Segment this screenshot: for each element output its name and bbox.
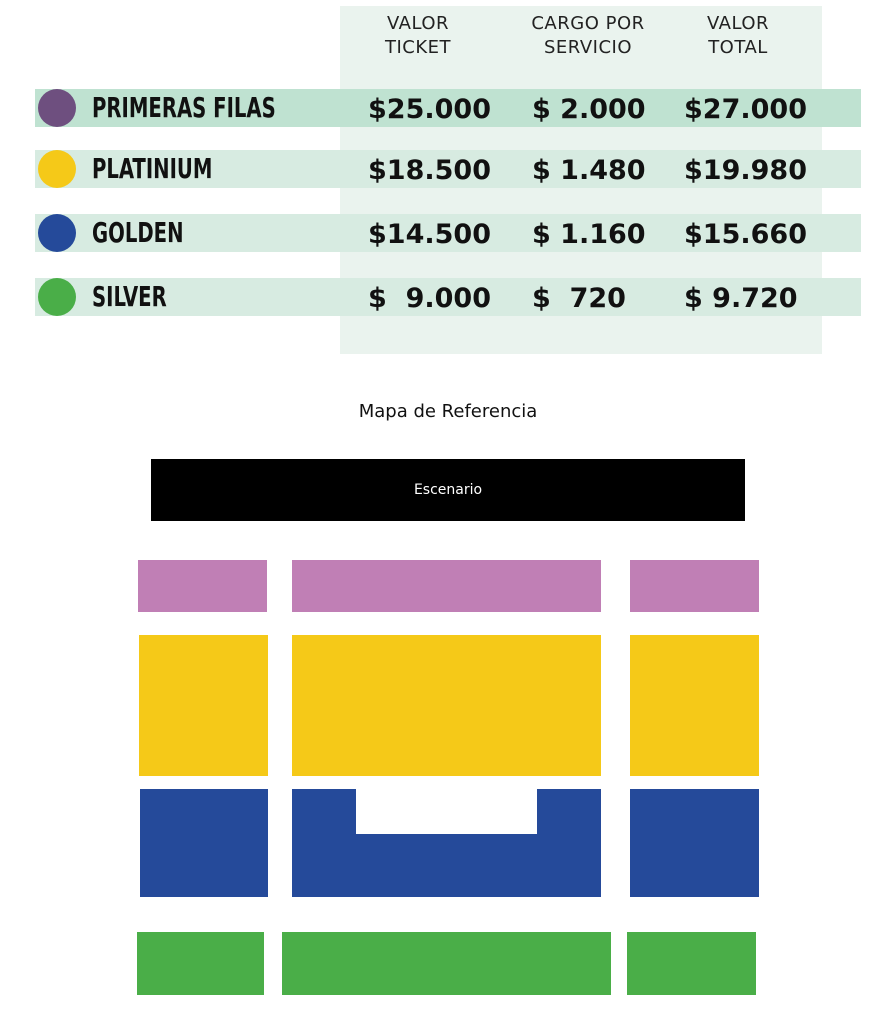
tier-color-dot [38,89,76,127]
service-charge: $ 2.000 [532,94,646,125]
service-charge: $ 1.160 [532,219,646,250]
stage-label: Escenario [413,482,483,498]
total-price: $19.980 [684,155,807,186]
total-price: $27.000 [684,94,807,125]
section-primeras-filas-left[interactable] [138,560,267,612]
service-charge: $ 1.480 [532,155,646,186]
column-header-valor-total: VALOR TOTAL [706,13,770,58]
tier-color-dot [38,150,76,188]
column-header-valor-ticket: VALOR TICKET [384,13,452,58]
total-price: $ 9.720 [684,283,798,314]
tier-name: PRIMERAS FILAS [92,91,276,124]
ticket-price: $25.000 [368,94,491,125]
section-golden-center[interactable] [292,789,601,897]
golden-center-cutout [356,789,537,834]
section-silver-right[interactable] [627,932,756,995]
map-title: Mapa de Referencia [358,401,538,422]
tier-name: PLATINIUM [92,152,213,185]
section-golden-right[interactable] [630,789,759,897]
section-platinium-right[interactable] [630,635,759,776]
stage [151,459,745,521]
ticket-price: $14.500 [368,219,491,250]
tier-color-dot [38,278,76,316]
section-primeras-filas-center[interactable] [292,560,601,612]
section-primeras-filas-right[interactable] [630,560,759,612]
tier-color-dot [38,214,76,252]
total-price: $15.660 [684,219,807,250]
section-platinium-left[interactable] [139,635,268,776]
section-silver-center[interactable] [282,932,611,995]
section-golden-left[interactable] [140,789,268,897]
section-platinium-center[interactable] [292,635,601,776]
column-header-cargo-servicio: CARGO POR SERVICIO [531,13,645,58]
ticket-price: $18.500 [368,155,491,186]
ticket-price: $ 9.000 [368,283,491,314]
section-silver-left[interactable] [137,932,264,995]
service-charge: $ 720 [532,283,626,314]
tier-name: SILVER [92,280,167,313]
tier-name: GOLDEN [92,216,184,249]
